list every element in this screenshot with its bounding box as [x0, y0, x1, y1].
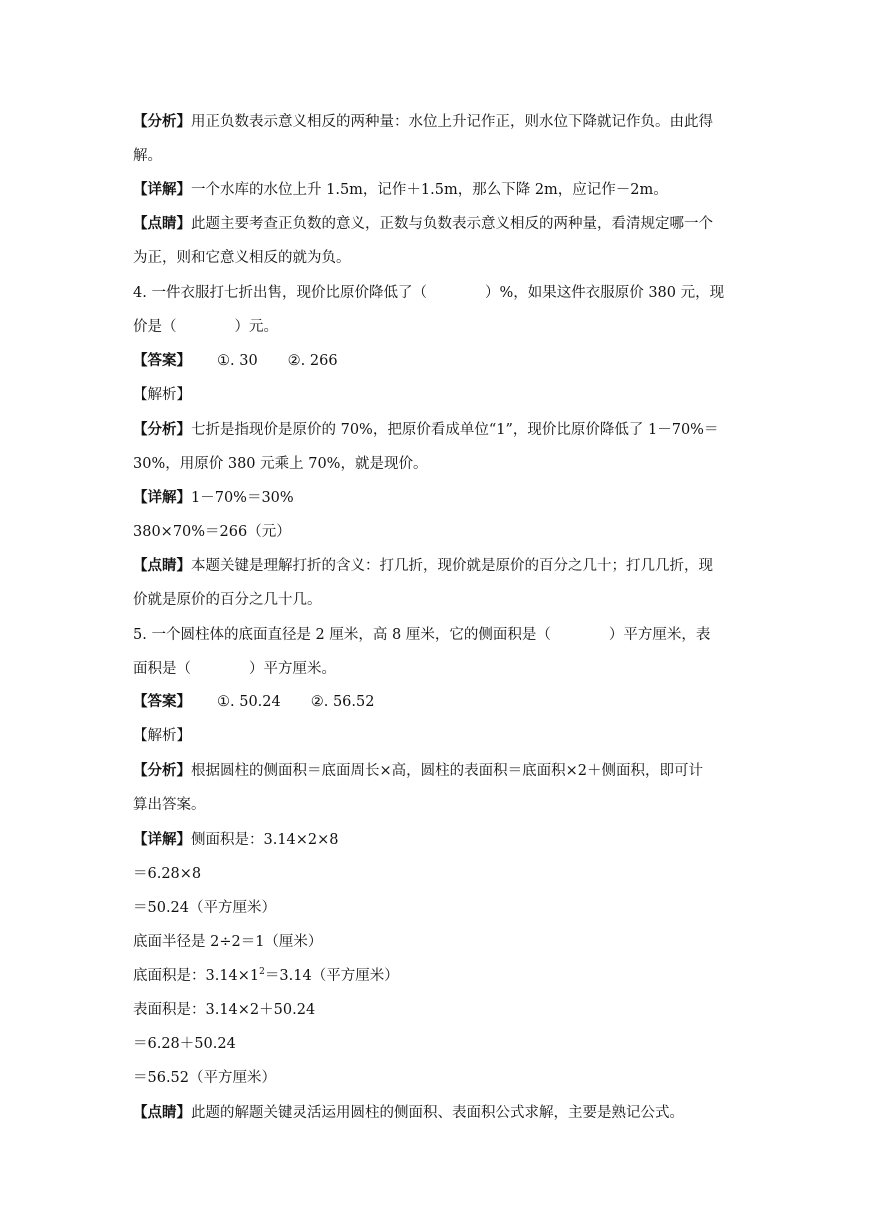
q3-detail-line1 — [133, 180, 743, 200]
base-area-text: 底面积是：3.14×1 — [133, 968, 260, 984]
answer-tag: 【答案】 — [133, 693, 191, 710]
comment-tag: 【点睛】 — [133, 215, 191, 232]
comment-tag: 【点睛】 — [133, 1104, 191, 1121]
q5-detail-step7: ＝6.28＋50.24 — [133, 1036, 236, 1052]
detail-text: 1－70%＝30% — [191, 490, 294, 506]
q4-analysis-line1 — [133, 420, 743, 440]
q5-detail-step4: 底面半径是 2÷2＝1（厘米） — [133, 934, 323, 950]
analysis-text: 根据圆柱的侧面积＝底面周长×高，圆柱的表面积＝底面积×2＋侧面积，即可计 — [191, 763, 704, 779]
analysis-tag: 【分析】 — [133, 421, 191, 438]
answer-1: ①. 30 — [217, 353, 258, 369]
q5-detail-line1 — [133, 830, 743, 850]
analysis-text: 七折是指现价是原价的 70%，把原价看成单位“1”，现价比原价降低了 1－70%＝ — [191, 422, 719, 438]
q4-explanation-tag: 【解析】 — [133, 387, 191, 403]
q4-comment-line1 — [133, 556, 743, 576]
answer-tag: 【答案】 — [133, 352, 191, 369]
q4-analysis-line2: 30%，用原价 380 元乘上 70%，就是现价。 — [133, 456, 428, 472]
answer-2: ②. 266 — [287, 353, 338, 369]
detail-tag: 【详解】 — [133, 831, 191, 848]
q4-detail-line1 — [133, 488, 743, 508]
q3-analysis-line2: 解。 — [133, 148, 162, 164]
q5-comment-line1 — [133, 1103, 743, 1123]
q5-question-line2: 面积是（ ）平方厘米。 — [133, 661, 336, 677]
q4-question-line2: 价是（ ）元。 — [133, 319, 278, 335]
detail-text: 侧面积是：3.14×2×8 — [191, 832, 339, 848]
q5-detail-step3: ＝50.24（平方厘米） — [133, 900, 277, 916]
analysis-text: 用正负数表示意义相反的两种量：水位上升记作正，则水位下降就记作负。由此得 — [191, 114, 713, 130]
superscript-square: 2 — [259, 967, 265, 977]
q4-detail-line2: 380×70%＝266（元） — [133, 524, 291, 540]
comment-tag: 【点睛】 — [133, 557, 191, 574]
q4-comment-line2: 价就是原价的百分之几十几。 — [133, 592, 322, 608]
answer-2: ②. 56.52 — [310, 694, 375, 710]
comment-text: 此题的解题关键灵活运用圆柱的侧面积、表面积公式求解，主要是熟记公式。 — [191, 1105, 684, 1121]
q5-analysis-line2: 算出答案。 — [133, 797, 206, 813]
analysis-tag: 【分析】 — [133, 762, 191, 779]
q5-detail-step8: ＝56.52（平方厘米） — [133, 1070, 277, 1086]
detail-text: 一个水库的水位上升 1.5m，记作＋1.5m，那么下降 2m，应记作－2m。 — [191, 182, 668, 198]
q5-detail-step2: ＝6.28×8 — [133, 866, 202, 882]
q5-explanation-tag: 【解析】 — [133, 728, 191, 744]
detail-tag: 【详解】 — [133, 181, 191, 198]
q3-comment-line1 — [133, 214, 743, 234]
comment-text: 本题关键是理解打折的含义：打几折，现价就是原价的百分之几十；打几几折，现 — [191, 558, 713, 574]
base-area-result: ＝3.14（平方厘米） — [264, 968, 399, 984]
q4-answer-line — [133, 351, 743, 371]
q5-answer-line — [133, 692, 743, 712]
comment-text: 此题主要考查正负数的意义，正数与负数表示意义相反的两种量，看清规定哪一个 — [191, 216, 713, 232]
detail-tag: 【详解】 — [133, 489, 191, 506]
q5-detail-step5 — [133, 966, 743, 986]
q4-question-line1: 4. 一件衣服打七折出售，现价比原价降低了（ ）%，如果这件衣服原价 380 元，现 — [133, 285, 725, 301]
q3-analysis-line1 — [133, 112, 743, 132]
q5-detail-step6: 表面积是：3.14×2＋50.24 — [133, 1002, 316, 1018]
analysis-tag: 【分析】 — [133, 113, 191, 130]
answer-1: ①. 50.24 — [217, 694, 281, 710]
q3-comment-line2: 为正，则和它意义相反的就为负。 — [133, 250, 351, 266]
q5-analysis-line1 — [133, 761, 743, 781]
q5-question-line1: 5. 一个圆柱体的底面直径是 2 厘米，高 8 厘米，它的侧面积是（ ）平方厘米，表 — [133, 627, 711, 643]
